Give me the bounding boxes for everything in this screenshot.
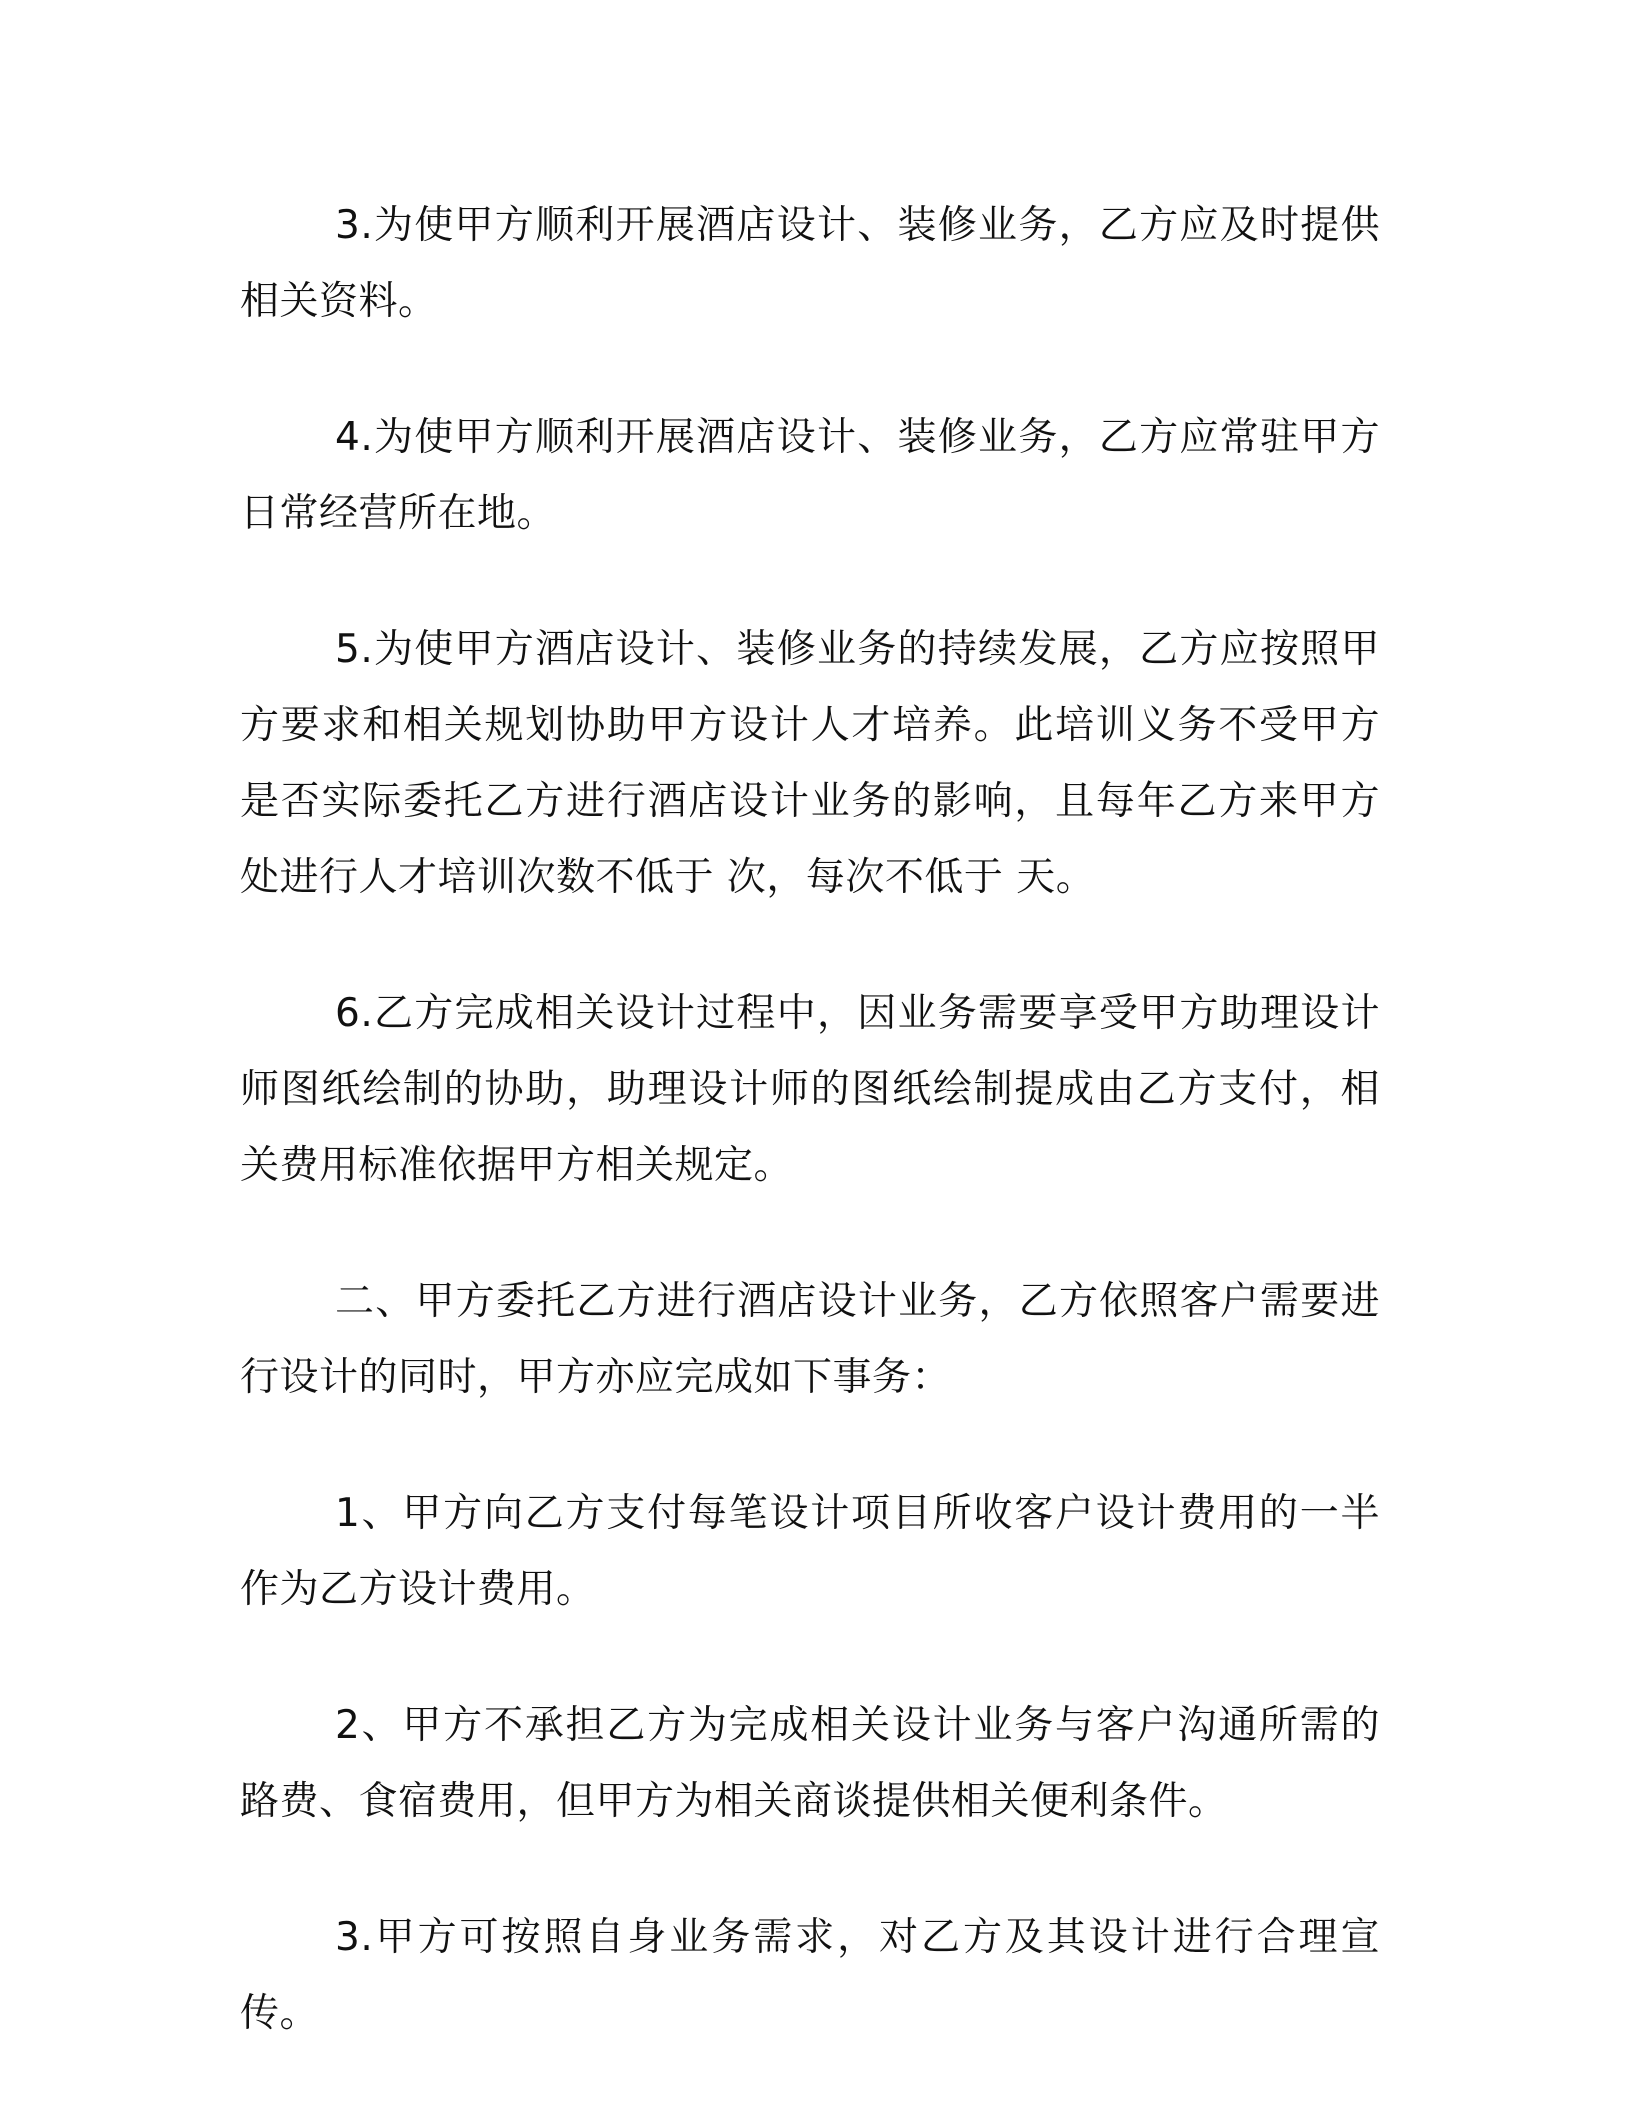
clause-paragraph-3: 3.为使甲方顺利开展酒店设计、装修业务，乙方应及时提供相关资料。 <box>240 203 1380 324</box>
clause-paragraph-5: 5.为使甲方酒店设计、装修业务的持续发展，乙方应按照甲方要求和相关规划协助甲方设计人才培养。此培训义务不受甲方是否实际委托乙方进行酒店设计业务的影响，且每年乙方来甲方处进行人才培训次数不低于 次，每次不低于 天。 <box>240 627 1380 900</box>
duty-paragraph-3: 3.甲方可按照自身业务需求，对乙方及其设计进行合理宣传。 <box>240 1915 1380 2036</box>
duty-paragraph-1: 1、甲方向乙方支付每笔设计项目所收客户设计费用的一半作为乙方设计费用。 <box>240 1491 1380 1612</box>
section-heading-party-a-duties: 二、甲方委托乙方进行酒店设计业务，乙方依照客户需要进行设计的同时，甲方亦应完成如下事务： <box>240 1279 1380 1400</box>
document-body <box>240 188 1380 2052</box>
duty-paragraph-2: 2、甲方不承担乙方为完成相关设计业务与客户沟通所需的路费、食宿费用，但甲方为相关商谈提供相关便利条件。 <box>240 1703 1380 1824</box>
clause-paragraph-4: 4.为使甲方顺利开展酒店设计、装修业务，乙方应常驻甲方日常经营所在地。 <box>240 415 1380 536</box>
clause-paragraph-6: 6.乙方完成相关设计过程中，因业务需要享受甲方助理设计师图纸绘制的协助，助理设计师的图纸绘制提成由乙方支付，相关费用标准依据甲方相关规定。 <box>240 991 1380 1188</box>
